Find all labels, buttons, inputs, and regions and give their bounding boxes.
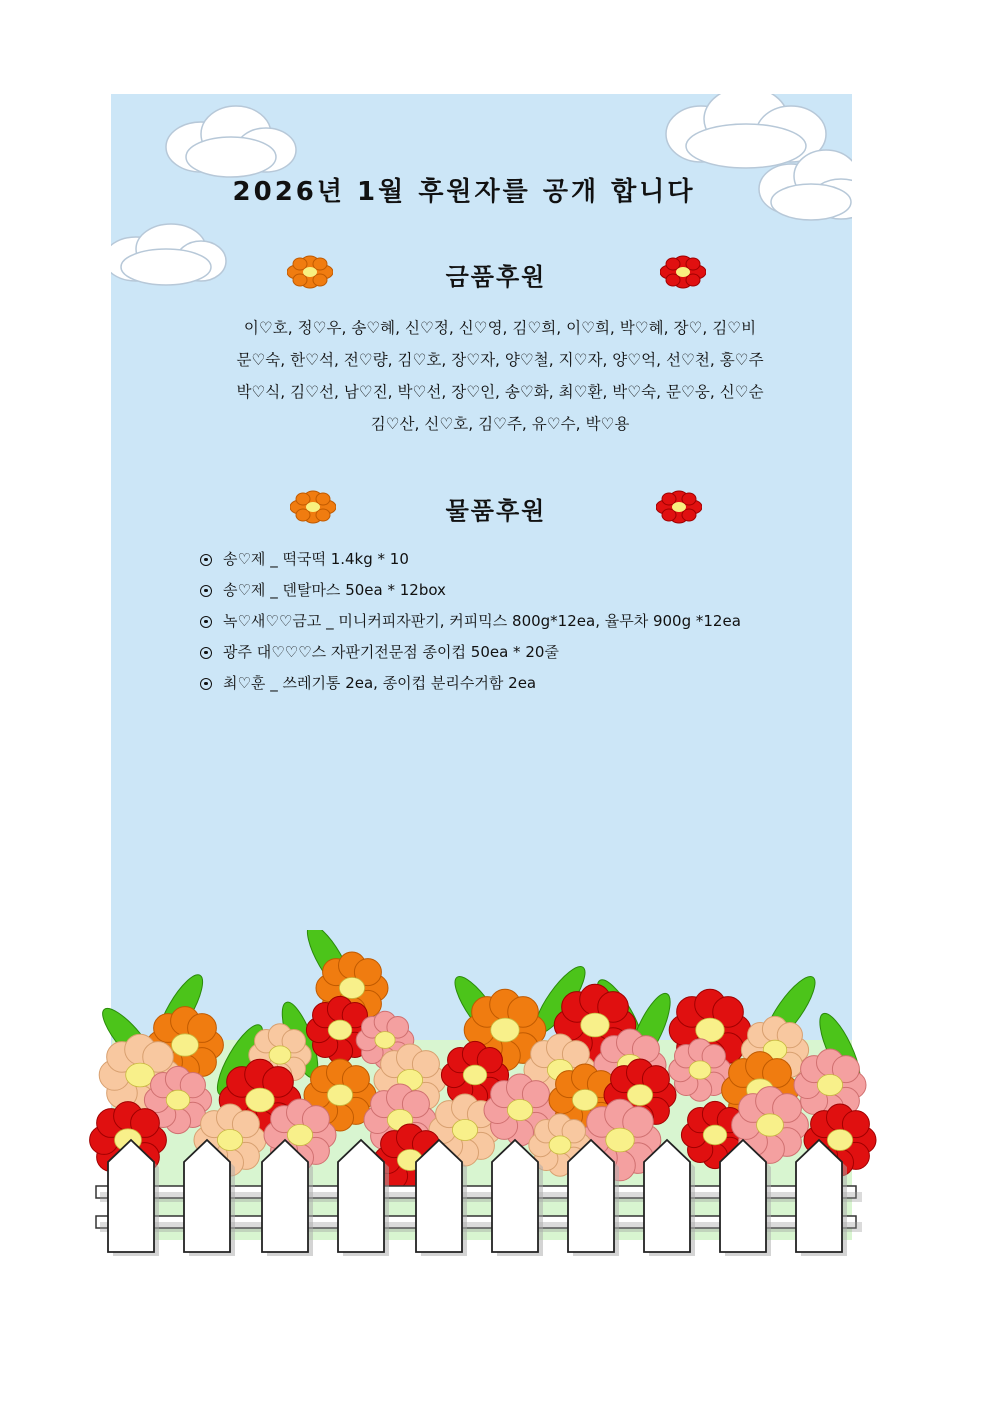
cloud-top-left bbox=[161, 102, 301, 182]
cash-donation-heading: 금품후원 bbox=[445, 263, 547, 291]
target-bullet-icon bbox=[200, 616, 212, 628]
target-bullet-icon bbox=[200, 647, 212, 659]
fence-picket bbox=[262, 1140, 308, 1252]
fence-picket bbox=[338, 1140, 384, 1252]
fence-picket bbox=[492, 1140, 538, 1252]
fence-picket bbox=[568, 1140, 614, 1252]
fence-picket bbox=[796, 1140, 842, 1252]
list-item: 송♡제 _ 떡국떡 1.4kg * 10 bbox=[200, 544, 741, 575]
list-item: 광주 대♡♡♡스 자판기전문점 종이컵 50ea * 20줄 bbox=[200, 637, 741, 668]
donor-line: 문♡숙, 한♡석, 전♡량, 김♡호, 장♡자, 양♡철, 지♡자, 양♡억, 선♡천, 홍♡주 bbox=[236, 351, 764, 369]
donor-line: 김♡산, 신♡호, 김♡주, 유♡수, 박♡용 bbox=[370, 415, 630, 433]
fence-picket bbox=[416, 1140, 462, 1252]
target-bullet-icon bbox=[200, 585, 212, 597]
fence-picket bbox=[108, 1140, 154, 1252]
donor-line: 이♡호, 정♡우, 송♡혜, 신♡정, 신♡영, 김♡희, 이♡희, 박♡혜, 장♡, 김♡비 bbox=[243, 319, 757, 337]
cash-donor-list bbox=[160, 312, 840, 440]
list-item: 녹♡새♡♡금고 _ 미니커피자판기, 커피믹스 800g*12ea, 율무차 900g *12ea bbox=[200, 606, 741, 637]
list-item: 최♡훈 _ 쓰레기통 2ea, 종이컵 분리수거함 2ea bbox=[200, 668, 741, 699]
target-bullet-icon bbox=[200, 678, 212, 690]
red-flower-icon bbox=[660, 255, 706, 289]
fence-picket bbox=[644, 1140, 690, 1252]
flower-garden bbox=[0, 930, 992, 1270]
fence-picket bbox=[720, 1140, 766, 1252]
red-flower-icon bbox=[656, 490, 702, 524]
fence-picket bbox=[184, 1140, 230, 1252]
goods-donor-list bbox=[200, 544, 741, 699]
donor-line: 박♡식, 김♡선, 남♡진, 박♡선, 장♡인, 송♡화, 최♡환, 박♡숙, 문♡웅, 신♡순 bbox=[236, 383, 764, 401]
goods-donation-heading: 물품후원 bbox=[445, 497, 547, 525]
list-item: 송♡제 _ 덴탈마스 50ea * 12box bbox=[200, 575, 741, 606]
target-bullet-icon bbox=[200, 554, 212, 566]
page-title: 2026년 1월 후원자를 공개 합니다 bbox=[232, 177, 696, 207]
